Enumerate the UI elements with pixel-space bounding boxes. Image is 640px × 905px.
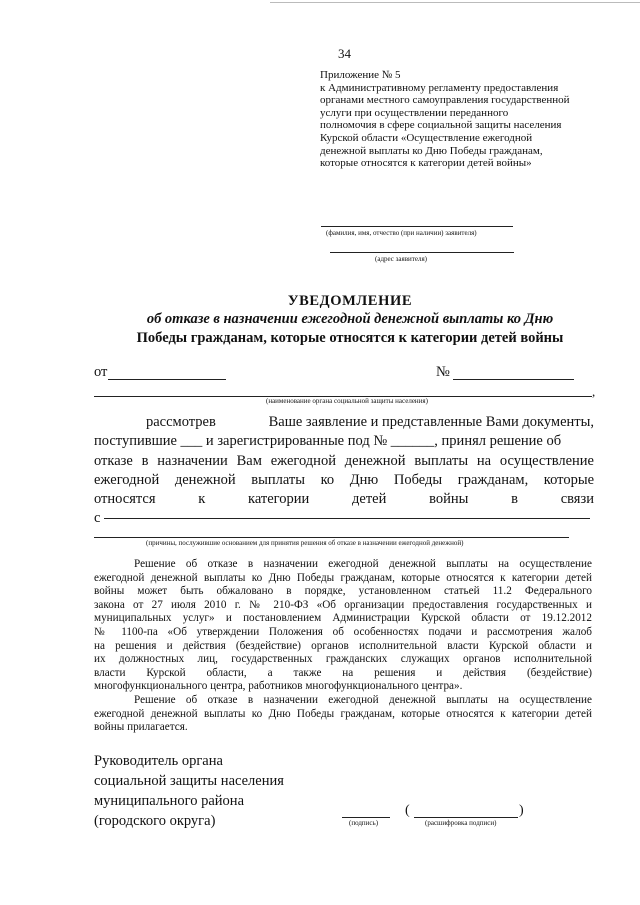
appendix-line: Приложение № 5 — [320, 69, 401, 81]
attach-line: Решение об отказе в назначении ежегодной денежной выплаты на осуществление — [134, 693, 592, 706]
appeal-line: закона от 27 июля 2010 г. № 210-ФЗ «Об организации предоставления государственных и — [94, 598, 592, 611]
appendix-line: к Административному регламенту предоставления — [320, 81, 559, 94]
decision-line-5: относятся к категории детей войны в связи — [94, 491, 594, 508]
reasons-caption: (причины, послужившие основанием для принятия решения об отказе в назначении ежегодной денежной) — [146, 539, 464, 547]
appeal-line: власти Курской области, а также на решения и действия (бездействие) — [94, 666, 592, 679]
appendix-line: Курской области «Осуществление ежегодной — [320, 131, 533, 144]
appeal-line: на решения и действия (бездействие) органов исполнительной власти Курской области и — [94, 639, 592, 652]
attach-line: войны прилагается. — [94, 721, 188, 734]
decision-line-3: отказе в назначении Вам ежегодной денежной выплаты на осуществление — [94, 452, 594, 469]
appendix-block — [320, 69, 570, 170]
reason-field-2[interactable] — [94, 537, 569, 538]
applicant-name-field[interactable] — [321, 226, 513, 227]
appeal-line: многофункционального центра, работников многофункционального центра». — [94, 680, 463, 693]
appendix-line: органами местного самоуправления государственной — [320, 94, 570, 107]
signatory-line: Руководитель органа — [94, 753, 223, 769]
notice-subtitle-2: Победы гражданам, которые относятся к категории детей войны — [136, 330, 564, 346]
organ-caption: (наименование органа социальной защиты населения) — [266, 397, 428, 405]
appeal-line: войны может быть обжаловано в порядке, установленном статьей 11.2 Федерального — [94, 585, 592, 598]
notice-title: УВЕДОМЛЕНИЕ — [287, 293, 413, 309]
signatory-line: муниципального района — [94, 793, 244, 809]
applicant-name-caption: (фамилия, имя, отчество (при наличии) заявителя) — [326, 229, 477, 237]
appeal-paragraph — [94, 558, 592, 735]
notice-subtitle-1: об отказе в назначении ежегодной денежной выплаты ко Дню — [146, 311, 554, 327]
date-field[interactable] — [108, 379, 226, 380]
appeal-line: их должностных лиц, государственных гражданских служащих органов исполнительной — [94, 653, 592, 666]
decode-field[interactable] — [414, 817, 518, 818]
decision-line-6: с — [94, 510, 101, 527]
decision-word: рассмотрев — [146, 414, 216, 430]
decision-line-2: поступившие ___ и зарегистрированные под № ______, принял решение об — [94, 433, 562, 450]
attach-line: ежегодной денежной выплаты ко Дню Победы гражданам, которые относятся к категории детей — [94, 707, 592, 720]
organ-comma: , — [592, 384, 596, 399]
appendix-line: которые относятся к категории детей войны» — [320, 157, 532, 170]
appeal-line: ежегодной денежной выплаты ко Дню Победы гражданам, которые относятся к категории детей — [94, 571, 592, 584]
appendix-line: полномочия в сфере социальной защиты населения — [320, 119, 562, 132]
appeal-line: Решение об отказе в назначении ежегодной денежной выплаты на осуществление — [134, 558, 592, 570]
applicant-address-field[interactable] — [330, 252, 514, 253]
signature-field[interactable] — [342, 817, 390, 818]
date-label: от — [94, 364, 108, 380]
appeal-line: № 1100-па «Об утверждении Положения об особенностях подачи и рассмотрения жалоб — [94, 625, 592, 638]
decision-line-4: ежегодной денежной выплаты ко Дню Победы гражданам, которые — [94, 471, 594, 488]
signatory-line: (городского округа) — [94, 813, 216, 829]
appendix-line: услуги при осуществлении переданного — [320, 106, 509, 119]
number-field[interactable] — [453, 379, 574, 380]
signatory-block — [94, 751, 284, 831]
decode-close-paren: ) — [519, 803, 524, 818]
decision-paragraph — [94, 413, 594, 529]
decision-word: Ваше заявление и представленные Вами документы, — [268, 414, 594, 430]
reason-field-1[interactable] — [104, 518, 590, 519]
top-border-line — [270, 2, 640, 3]
applicant-address-caption: (адрес заявителя) — [375, 255, 427, 263]
signature-caption: (подпись) — [349, 819, 379, 827]
decision-line-1 — [94, 413, 594, 432]
appeal-line: муниципальных услуг» и постановлением Администрации Курской области от 19.12.2012 — [94, 612, 592, 625]
decode-open-paren: ( — [405, 803, 410, 818]
page-number: 34 — [338, 46, 351, 61]
number-label: № — [436, 364, 450, 380]
signatory-line: социальной защиты населения — [94, 773, 284, 789]
decode-caption: (расшифровка подписи) — [425, 819, 497, 827]
appendix-line: денежной выплаты ко Дню Победы гражданам, — [320, 144, 543, 157]
